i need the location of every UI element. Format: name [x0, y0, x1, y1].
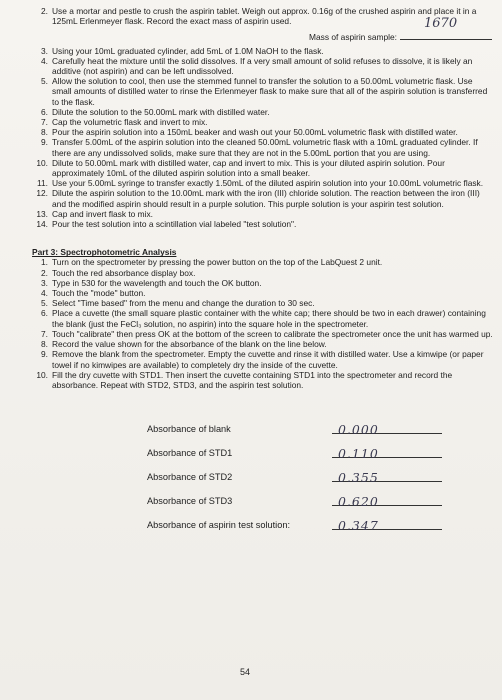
step-number: 7. — [41, 117, 48, 128]
step-item — [32, 339, 494, 349]
part2-step-list-continued — [32, 46, 494, 230]
step-number: 7. — [41, 328, 48, 339]
step-number: 4. — [41, 288, 48, 299]
step-number: 9. — [41, 349, 48, 360]
step-item — [32, 137, 494, 157]
mass-handwritten-value: 1670 — [424, 16, 458, 32]
step-text: Use a mortar and pestle to crush the aspirin tablet. Weigh out approx. 0.16g of the crushed aspirin and place it in a 125mL Erlenmeyer flask. Record the exact mass of aspirin used. — [52, 6, 477, 27]
step-number: 5. — [41, 298, 48, 309]
result-answer-line — [332, 489, 442, 509]
step-item — [32, 127, 494, 137]
step-text: Cap and invert flask to mix. — [52, 208, 154, 219]
handwritten-value: 0.110 — [338, 445, 379, 461]
step-text: Place a cuvette (the small square plastic container with the white cap; there should be two in each drawer) containing the blank (just the FeCl₃ solution, no aspirin) into the square hole in the spectrometer. — [52, 308, 486, 329]
step-number: 13. — [36, 208, 48, 219]
step-text: Record the value shown for the absorbance of the blank on the line below. — [52, 339, 327, 350]
step-item — [32, 257, 494, 267]
step-item — [32, 329, 494, 339]
step-number: 2. — [41, 6, 48, 16]
step-text: Dilute the solution to the 50.00mL mark with distilled water. — [52, 106, 270, 117]
step-item — [32, 370, 494, 390]
handwritten-value: 0.355 — [338, 469, 379, 485]
result-label: Absorbance of blank — [147, 423, 231, 434]
step-text: Touch the red absorbance display box. — [52, 267, 196, 278]
step-number: 11. — [36, 178, 48, 189]
result-label: Absorbance of aspirin test solution: — [147, 519, 290, 530]
step-text: Pour the test solution into a scintillation vial labeled "test solution". — [52, 219, 297, 230]
step-number: 1. — [41, 257, 48, 268]
result-answer-line — [332, 441, 442, 461]
step-item — [32, 219, 494, 229]
step-text: Use your 5.00mL syringe to transfer exactly 1.50mL of the diluted aspirin solution into your 10.00mL volumetric flask. — [52, 178, 484, 189]
step-number: 10. — [36, 369, 48, 380]
step-text: Turn on the spectrometer by pressing the power button on the top of the LabQuest 2 unit. — [52, 257, 383, 268]
step-item — [32, 107, 494, 117]
step-number: 6. — [41, 308, 48, 319]
step-text: Type in 530 for the wavelength and touch the OK button. — [52, 277, 262, 288]
step-item — [32, 117, 494, 127]
result-answer-line — [332, 465, 442, 485]
step-text: Allow the solution to cool, then use the stemmed funnel to transfer the solution to a 50.00mL volumetric flask. Use small amounts of distilled water to rinse the Erlenmeyer flask to make sure that all of the aspirin solution is transferred to the flask. — [52, 76, 488, 107]
part3-step-list — [32, 257, 494, 390]
result-label: Absorbance of STD1 — [147, 447, 233, 458]
step-item — [32, 349, 494, 369]
step-text: Select "Time based" from the menu and change the duration to 30 sec. — [52, 298, 315, 309]
step-text: Cap the volumetric flask and invert to mix. — [52, 117, 208, 128]
step-text: Remove the blank from the spectrometer. Empty the cuvette and rinse it with distilled water. Use a kimwipe (or paper towel if no kimwipes are available) to completely dry the inside of the cuvette. — [52, 349, 484, 370]
step-number: 9. — [41, 137, 48, 148]
mass-label: Mass of aspirin sample: — [309, 32, 397, 43]
step-number: 6. — [41, 106, 48, 117]
absorbance-results — [147, 410, 494, 533]
step-text: Dilute to 50.00mL mark with distilled water, cap and invert to mix. This is your diluted aspirin solution. Pour approximately 10mL of the diluted aspirin solution into a small beaker. — [52, 157, 445, 179]
step-item — [32, 288, 494, 298]
step-number: 5. — [41, 76, 48, 87]
step-item — [32, 209, 494, 219]
step-text: Pour the aspirin solution into a 150mL beaker and wash out your 50.00mL volumetric flask with distilled water. — [52, 127, 458, 138]
result-answer-line — [332, 417, 442, 437]
step-item — [32, 56, 494, 76]
result-row-blank — [147, 410, 494, 437]
step-text: Using your 10mL graduated cylinder, add 5mL of 1.0M NaOH to the flask. — [52, 45, 324, 56]
result-row-std2 — [147, 458, 494, 485]
mass-answer-blank — [400, 16, 492, 40]
handwritten-value: 0.620 — [338, 493, 379, 509]
step-number: 3. — [41, 45, 48, 56]
step-item — [32, 158, 494, 178]
step-text: Touch the "mode" button. — [52, 288, 146, 299]
step-number: 4. — [41, 55, 48, 66]
result-row-test-solution — [147, 506, 494, 533]
step-text: Transfer 5.00mL of the aspirin solution into the cleaned 50.00mL volumetric flask with a 10mL graduated cylinder. If there are any undissolved solids, make sure that they are not in the 5.00mL portion that you are using. — [52, 137, 478, 158]
step-number: 12. — [36, 188, 48, 199]
step-text: Carefully heat the mixture until the solid dissolves. If a very small amount of solid refuses to dissolve, it is likely an additive (not aspirin) and can be left undissolved. — [52, 55, 473, 77]
step-item — [32, 308, 494, 328]
step-item — [32, 178, 494, 188]
step-number: 3. — [41, 277, 48, 288]
step-text: Touch "calibrate" then press OK at the bottom of the screen to calibrate the spectrometer once the unit has warmed up. — [52, 328, 493, 339]
step-item — [32, 76, 494, 107]
worksheet-content — [32, 6, 494, 533]
step-item — [32, 278, 494, 288]
step-number: 10. — [36, 157, 48, 168]
page-number: 54 — [240, 667, 251, 677]
step-item — [32, 46, 494, 56]
result-answer-line — [332, 513, 442, 533]
result-row-std1 — [147, 434, 494, 461]
step-number: 8. — [41, 339, 48, 350]
step-item — [32, 298, 494, 308]
step-number: 8. — [41, 127, 48, 138]
step-item — [32, 268, 494, 278]
handwritten-value: 0.347 — [338, 517, 379, 533]
step-text: Fill the dry cuvette with STD1. Then insert the cuvette containing STD1 into the spectrometer and record the absorbance. Repeat with STD2, STD3, and the aspirin test solution. — [52, 369, 453, 390]
result-label: Absorbance of STD2 — [147, 471, 233, 482]
step-item — [32, 188, 494, 208]
result-label: Absorbance of STD3 — [147, 495, 233, 506]
result-row-std3 — [147, 482, 494, 509]
handwritten-value: 0.000 — [338, 421, 379, 437]
step-text: Dilute the aspirin solution to the 10.00mL mark with the iron (III) chloride solution. The reaction between the iron (III) and the modified aspirin should result in a purple solution. This purple solution is your aspirin test solution. — [52, 188, 480, 209]
step-number: 2. — [41, 267, 48, 278]
part3-title: Part 3: Spectrophotometric Analysis — [32, 247, 177, 258]
step-number: 14. — [36, 219, 48, 230]
